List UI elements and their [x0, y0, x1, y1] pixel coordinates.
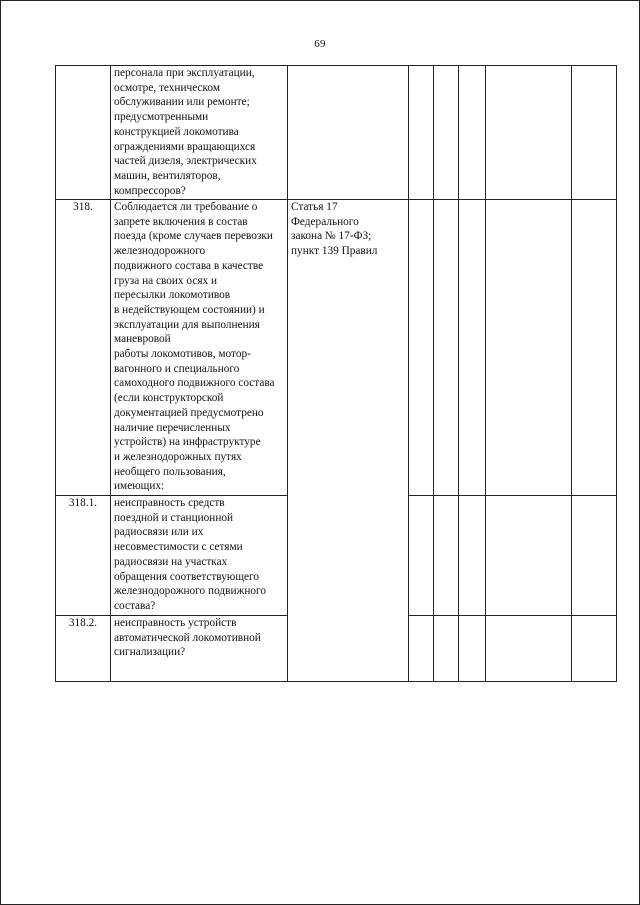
page-number: 69	[314, 38, 326, 50]
answer-na-cell	[459, 616, 486, 682]
reference-cell	[288, 66, 409, 200]
question-cell	[111, 496, 288, 616]
item-number-cell	[56, 200, 111, 496]
answer-yes-cell	[409, 496, 434, 616]
note-cell	[486, 496, 572, 616]
item-number: 318.	[73, 201, 93, 213]
question-text: неисправность устройств автоматической локомотивной сигнализации?	[114, 617, 261, 659]
answer-na-cell	[459, 200, 486, 496]
extra-cell	[572, 616, 617, 682]
item-number-cell	[56, 66, 111, 200]
item-number-cell	[56, 616, 111, 682]
extra-cell	[572, 496, 617, 616]
item-number-cell	[56, 496, 111, 616]
question-text: Соблюдается ли требование о запрете включения в состав поезда (кроме случаев перевозки железнодорожного подвижного состава в качестве груза на своих осях и пересылки локомотивов в недействующем состоянии) и эксплуатации для выполнения маневровой работы локомотивов, мотор- вагонного и специального самоходного подвижного состава (если конструкторской документацией предусмотрено наличие перечисленных устройств) на инфраструктуре и железнодорожных путях необщего пользования, имеющих:	[114, 201, 275, 493]
question-cell	[111, 616, 288, 682]
question-cell	[111, 66, 288, 200]
legal-reference: Статья 17 Федерального закона № 17-ФЗ; пункт 139 Правил	[291, 201, 378, 258]
extra-cell	[572, 200, 617, 496]
answer-yes-cell	[409, 66, 434, 200]
question-text: неисправность средств поездной и станционной радиосвязи или их несовместимости с сетями радиосвязи на участках обращения соответствующего железнодорожного подвижного состава?	[114, 497, 267, 612]
question-cell	[111, 200, 288, 496]
table-row	[56, 66, 617, 200]
answer-na-cell	[459, 66, 486, 200]
answer-na-cell	[459, 496, 486, 616]
answer-yes-cell	[409, 200, 434, 496]
answer-yes-cell	[409, 616, 434, 682]
answer-no-cell	[434, 200, 459, 496]
extra-cell	[572, 66, 617, 200]
note-cell	[486, 200, 572, 496]
answer-no-cell	[434, 496, 459, 616]
checklist-table	[55, 65, 617, 682]
note-cell	[486, 66, 572, 200]
answer-no-cell	[434, 616, 459, 682]
item-number: 318.2.	[68, 617, 98, 629]
question-text: персонала при эксплуатации, осмотре, техническом обслуживании или ремонте; предусмотренными конструкцией локомотива ограждениями вращающихся частей дизеля, электрических машин, вентиляторов, компрессоров?	[114, 67, 257, 197]
table-row	[56, 200, 617, 496]
note-cell	[486, 616, 572, 682]
reference-cell	[288, 200, 409, 682]
answer-no-cell	[434, 66, 459, 200]
item-number: 318.1.	[68, 497, 98, 509]
